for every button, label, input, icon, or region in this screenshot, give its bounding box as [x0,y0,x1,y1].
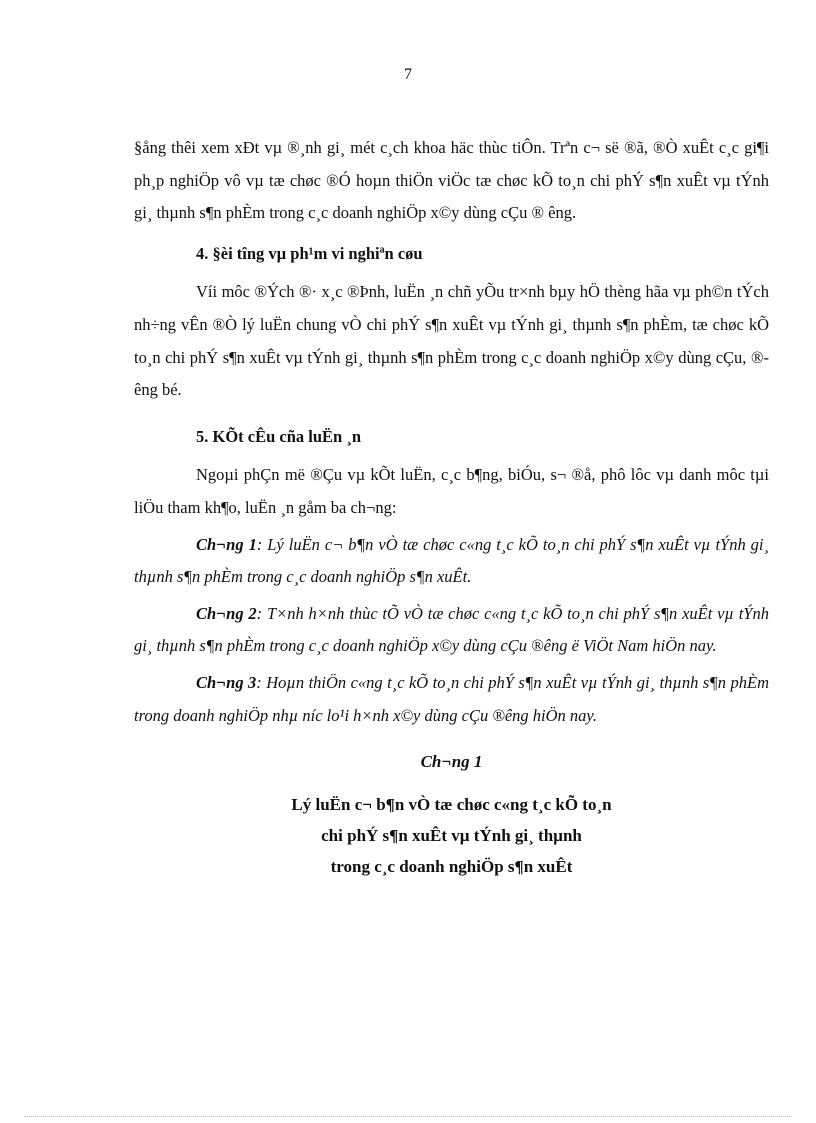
page-bottom-divider [24,1116,792,1117]
chapter-subtitle [134,789,769,882]
section-5-paragraph: Ngoµi phÇn më ®Çu vµ kÕt luËn, c¸c b¶ng, biÓu, s¬ ®å, phô lôc vµ danh môc tµi liÖu tham kh¶o, luËn ¸n gåm ba ch¬ng: [134,465,769,517]
chapter-title: Ch¬ng 1 [420,752,483,772]
chapter-3-text: : Hoµn thiÖn c«ng t¸c kÕ to¸n chi phÝ s¶n xuÊt vµ tÝnh gi¸ thµnh s¶n phÈm trong doanh nghiÖp nhµ níc lo¹i h×nh x©y dùng cÇu ®êng hiÖn nay. [134,672,769,725]
page-number: 7 [404,66,412,83]
body-text [134,132,769,882]
chapter-2-label: Ch¬ng 2 [196,603,257,623]
chapter-subtitle-line-1: Lý luËn c¬ b¶n vÒ tæ chøc c«ng t¸c kÕ to¸n [291,794,612,814]
chapter-3-label: Ch¬ng 3 [196,672,257,692]
section-4-paragraph: Víi môc ®Ých ®· x¸c ®Þnh, luËn ¸n chñ yÕu tr×nh bµy hÖ thèng hãa vµ ph©n tÝch nh÷ng vÊn ®Ò lý luËn chung vÒ chi phÝ s¶n xuÊt vµ tÝnh gi¸ thµnh s¶n phÈm, tæ chøc kÕ to¸n chi phÝ s¶n xuÊt vµ tÝnh gi¸ thµnh s¶n phÈm trong c¸c doanh nghiÖp x©y dùng cÇu, ®êng bé. [134,282,769,400]
chapter-1-text: : Lý luËn c¬ b¶n vÒ tæ chøc c«ng t¸c kÕ to¸n chi phÝ s¶n xuÊt vµ tÝnh gi¸ thµnh s¶n phÈm trong c¸c doanh nghiÖp s¶n xuÊt. [134,534,769,587]
chapter-1-summary [134,529,769,594]
chapter-2-summary [134,598,769,663]
intro-paragraph: §ång thêi xem xÐt vµ ®¸nh gi¸ mét c¸ch khoa häc thùc tiÔn. Trªn c¬ së ®ã, ®Ò xuÊt c¸c gi¶i ph¸p nghiÖp vô vµ tæ chøc ®Ó hoµn thiÖn viÖc tæ chøc kÕ to¸n chi phÝ s¶n xuÊt vµ tÝnh gi¸ thµnh s¶n phÈm trong c¸c doanh nghiÖp x©y dùng cÇu ® êng. [134,138,769,223]
chapter-1-label: Ch¬ng 1 [196,534,257,554]
chapter-2-text: : T×nh h×nh thùc tÕ vÒ tæ chøc c«ng t¸c kÕ to¸n chi phÝ s¶n xuÊt vµ tÝnh gi¸ thµnh s¶n phÈm trong c¸c doanh nghiÖp x©y dùng cÇu ®êng ë ViÖt Nam hiÖn nay. [134,603,769,656]
section-4-heading: 4. §èi tîng vµ ph¹m vi nghiªn cøu [196,243,423,263]
section-5-heading: 5. KÕt cÊu cña luËn ¸n [196,426,362,446]
chapter-subtitle-line-2: chi phÝ s¶n xuÊt vµ tÝnh gi¸ thµnh [321,825,582,845]
chapter-3-summary [134,667,769,732]
chapter-subtitle-line-3: trong c¸c doanh nghiÖp s¶n xuÊt [330,856,573,876]
